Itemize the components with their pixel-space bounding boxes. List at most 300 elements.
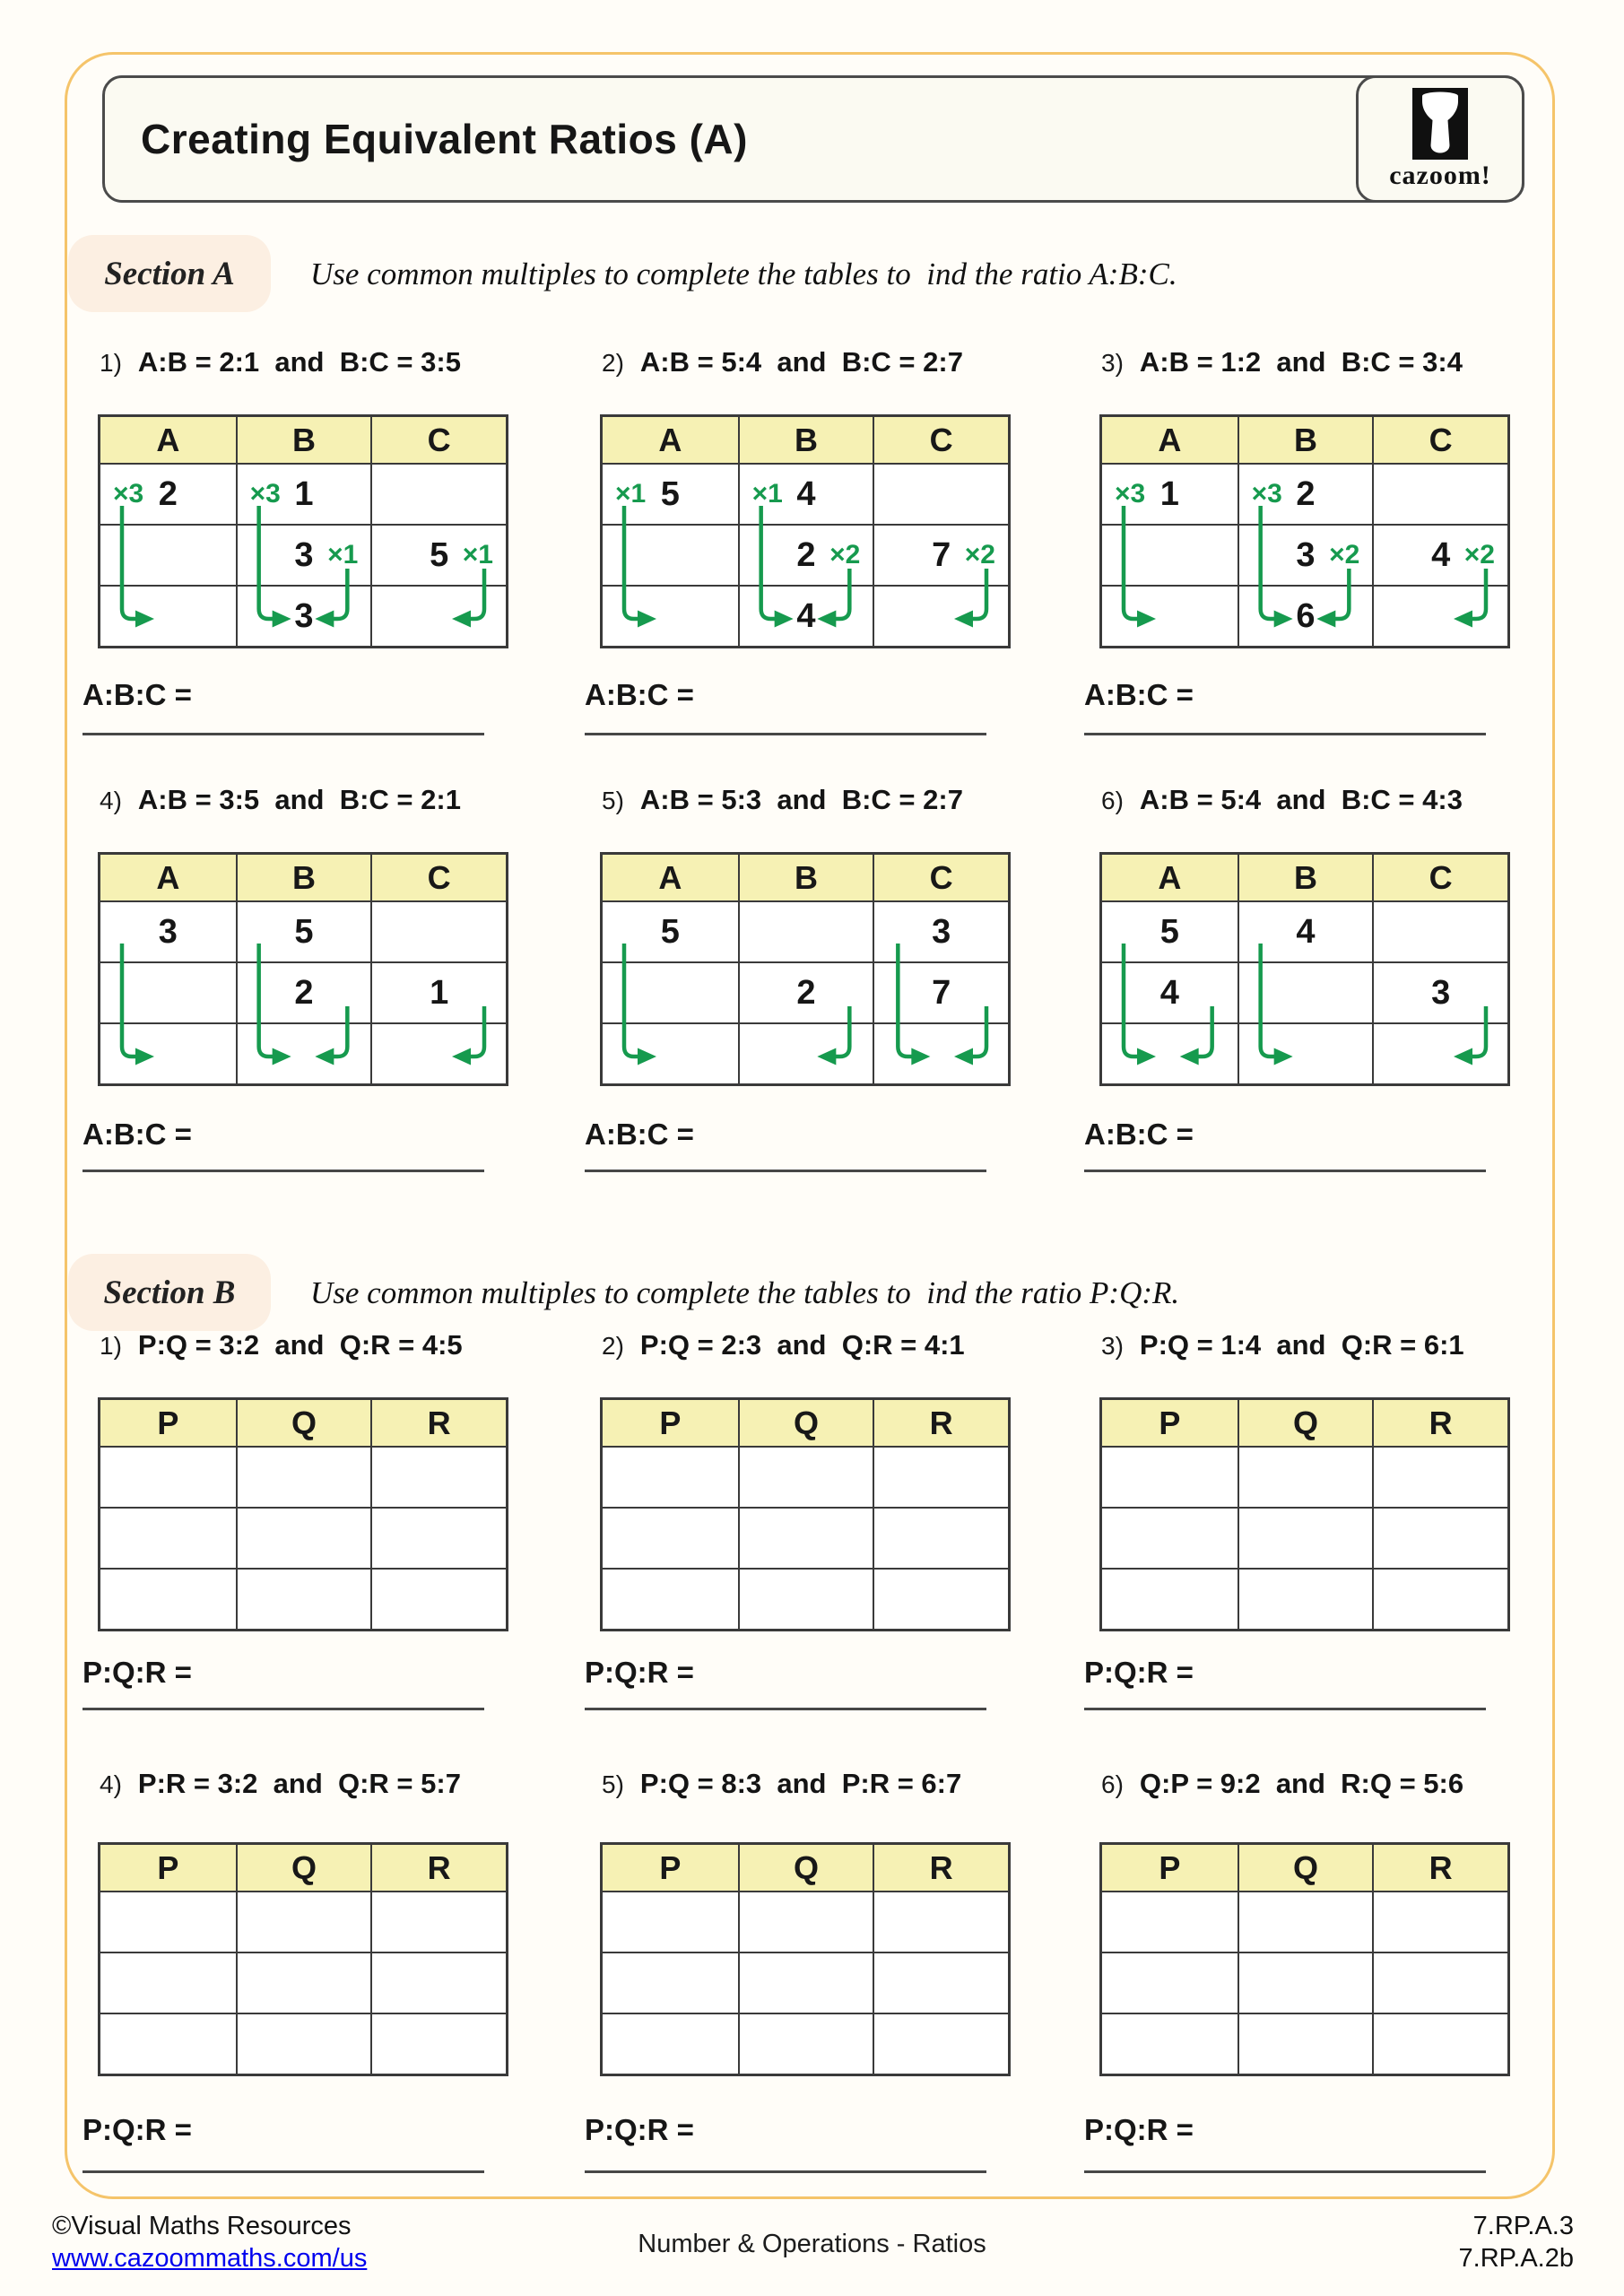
answer-label: A:B:C = [585,678,694,711]
table-cell [236,961,371,1022]
table-header-cell [1102,1845,1238,1891]
column-header-label: C [427,421,451,458]
column-header-label: A [658,858,682,896]
section-a-instruction: Use common multiples to complete the tables to ind the ratio A:B:C. [310,257,1177,291]
problem-heading [602,784,963,816]
problem-ratio-statement: A:B = 5:4 and B:C = 4:3 [1139,784,1463,815]
table-header-cell [603,1400,738,1446]
section-a-label: Section A [68,235,271,312]
cell-value: 2 [158,474,178,513]
answer-label: P:Q:R = [585,1656,694,1689]
answer-label: A:B:C = [83,678,192,711]
cell-value: 4 [1431,535,1451,574]
answer-line [1084,1118,1486,1172]
table-cell [100,1891,236,1952]
cell-value: 2 [796,973,816,1012]
table-cell [603,1446,738,1507]
table-cell [603,2013,738,2074]
cell-value: 4 [796,596,816,635]
problem-ratio-statement: A:B = 5:4 and B:C = 2:7 [639,346,963,378]
table-header-cell [1238,1400,1373,1446]
problem-ratio-statement: P:Q = 1:4 and Q:R = 6:1 [1139,1329,1464,1361]
column-header-label: C [1429,421,1453,458]
column-header-label: A [156,421,180,458]
table-header-cell [236,417,371,463]
table-cell [100,1507,236,1568]
multiplier-label: ×3 [1251,479,1282,509]
answer-line [585,2113,986,2173]
table-cell [1238,900,1373,961]
problem-heading [100,1768,461,1800]
table-cell [236,1891,371,1952]
table-cell [236,900,371,961]
problem-heading [602,1329,965,1361]
cell-value: 5 [294,912,314,951]
cell-value: 3 [932,912,951,951]
table-cell [236,1507,371,1568]
ratio-table [1099,1842,1510,2076]
table-header-cell [1102,417,1238,463]
table-cell [603,1022,738,1083]
table-cell [236,1446,371,1507]
table-header-cell [1238,1845,1373,1891]
table-cell [1372,1446,1507,1507]
problem-ratio-statement: A:B = 1:2 and B:C = 3:4 [1139,346,1463,378]
table-cell [738,463,873,524]
table-header-cell [100,855,236,900]
table-cell [873,585,1008,646]
table-cell [873,1952,1008,2013]
section-b-instruction: Use common multiples to complete the tables to ind the ratio P:Q:R. [310,1275,1180,1310]
table-header-cell [603,417,738,463]
table-cell [1102,463,1238,524]
cell-value: 6 [1296,596,1316,635]
column-header-label: B [291,421,316,458]
table-cell [370,585,506,646]
table-cell [370,463,506,524]
table-cell [236,585,371,646]
column-header-label: C [929,421,953,458]
multiplier-label: ×3 [1115,479,1146,509]
column-header-label: A [1158,858,1182,896]
answer-line [585,1118,986,1172]
table-cell [1372,1507,1507,1568]
table-cell [603,1568,738,1629]
column-header-label: R [1429,1404,1453,1441]
answer-label: P:Q:R = [83,2113,192,2146]
table-header-cell [370,1400,506,1446]
table-header-cell [873,855,1008,900]
table-header-cell [738,1400,873,1446]
problem-number: 3) [1101,1332,1124,1360]
ratio-table [600,414,1011,648]
problem-ratio-statement: A:B = 2:1 and B:C = 3:5 [137,346,461,378]
table-cell [603,1952,738,2013]
cell-value: 7 [932,973,951,1012]
answer-label: P:Q:R = [1084,1656,1194,1689]
table-cell [603,900,738,961]
problem-number: 6) [1101,1770,1124,1798]
table-cell [1102,1891,1238,1952]
table-cell [738,1891,873,1952]
table-header-cell [873,1845,1008,1891]
table-header-cell [1372,855,1507,900]
table-cell [873,524,1008,585]
table-cell [603,1891,738,1952]
table-cell [1372,585,1507,646]
multiplier-label: ×2 [964,540,995,570]
column-header-label: R [427,1848,451,1886]
column-header-label: R [929,1848,953,1886]
table-cell [1238,463,1373,524]
table-header-cell [1372,1400,1507,1446]
table-cell [873,1568,1008,1629]
table-cell [873,1022,1008,1083]
table-cell [100,2013,236,2074]
table-cell [1102,1022,1238,1083]
column-header-label: P [1159,1404,1181,1441]
answer-line [1084,678,1486,735]
problem-number: 1) [100,1332,122,1360]
answer-label: A:B:C = [1084,1118,1194,1151]
column-header-label: A [156,858,180,896]
title-box [102,75,1524,203]
table-header-cell [603,1845,738,1891]
table-cell [1238,1507,1373,1568]
column-header-label: R [1429,1848,1453,1886]
problem-ratio-statement: P:Q = 3:2 and Q:R = 4:5 [137,1329,463,1361]
cazoom-logo [1356,75,1524,203]
table-header-cell [100,1845,236,1891]
problem-heading [1101,1329,1464,1361]
ratio-table [600,1397,1011,1631]
table-cell [1372,1022,1507,1083]
table-cell [603,585,738,646]
table-cell [370,1446,506,1507]
column-header-label: Q [1292,1404,1318,1441]
multiplier-label: ×1 [751,479,783,509]
table-header-cell [370,1845,506,1891]
column-header-label: A [1158,421,1182,458]
table-cell [1372,961,1507,1022]
table-cell [873,961,1008,1022]
column-header-label: P [659,1404,682,1441]
cell-value: 3 [294,596,314,635]
problem-heading [100,346,461,378]
table-cell [873,900,1008,961]
table-cell [1102,1507,1238,1568]
table-cell [1372,463,1507,524]
cell-value: 3 [1296,535,1316,574]
answer-line [83,1118,484,1172]
table-cell [873,2013,1008,2074]
answer-label: A:B:C = [585,1118,694,1151]
table-cell [100,1952,236,2013]
multiplier-label: ×3 [249,479,281,509]
table-header-cell [370,855,506,900]
column-header-label: C [427,858,451,896]
cell-value: 4 [1296,912,1316,951]
table-cell [738,2013,873,2074]
answer-line [585,1656,986,1710]
table-cell [1372,1952,1507,2013]
cell-value: 5 [660,912,680,951]
table-header-cell [236,855,371,900]
column-header-label: Q [291,1848,317,1886]
table-cell [1102,961,1238,1022]
cell-value: 5 [430,535,449,574]
problem-number: 5) [602,1770,624,1798]
answer-label: P:Q:R = [83,1656,192,1689]
table-cell [738,1568,873,1629]
problem-number: 4) [100,787,122,814]
table-cell [1238,2013,1373,2074]
table-header-cell [100,1400,236,1446]
column-header-label: P [1159,1848,1181,1886]
column-header-label: B [794,858,818,896]
answer-label: P:Q:R = [585,2113,694,2146]
table-cell [236,1022,371,1083]
table-cell [236,1568,371,1629]
table-header-cell [1238,855,1373,900]
table-cell [100,1568,236,1629]
table-cell [370,2013,506,2074]
column-header-label: B [794,421,818,458]
multiplier-label: ×2 [1463,540,1495,570]
footer-standard-1: 7.RP.A.3 [1472,2212,1574,2240]
cell-value: 4 [1159,973,1179,1012]
column-header-label: P [157,1404,179,1441]
table-header-cell [873,1400,1008,1446]
cell-value: 3 [294,535,314,574]
problem-heading [602,1768,961,1800]
table-cell [1372,900,1507,961]
column-header-label: R [929,1404,953,1441]
cell-value: 7 [932,535,951,574]
table-cell [1372,1568,1507,1629]
djembe-drum-icon [1412,88,1468,160]
table-header-cell [738,855,873,900]
table-cell [1102,1446,1238,1507]
ratio-table [98,1397,508,1631]
table-cell [1238,1568,1373,1629]
column-header-label: Q [1292,1848,1318,1886]
table-cell [738,524,873,585]
table-cell [738,961,873,1022]
table-cell [873,1446,1008,1507]
cell-value: 3 [1431,973,1451,1012]
table-cell [873,1891,1008,1952]
footer-topic: Number & Operations - Ratios [638,2230,986,2258]
column-header-label: Q [291,1404,317,1441]
column-header-label: Q [793,1404,819,1441]
footer-credit: ©Visual Maths Resources [52,2212,352,2240]
cell-value: 1 [294,474,314,513]
table-cell [236,463,371,524]
column-header-label: C [1429,858,1453,896]
table-cell [236,1952,371,2013]
multiplier-label: ×1 [462,540,493,570]
cell-value: 2 [796,535,816,574]
multiplier-label: ×1 [615,479,647,509]
problem-heading [100,784,461,816]
cell-value: 1 [430,973,449,1012]
cell-value: 1 [1159,474,1179,513]
problem-ratio-statement: A:B = 5:3 and B:C = 2:7 [639,784,963,815]
table-cell [370,1568,506,1629]
problem-heading [602,346,963,378]
table-cell [873,463,1008,524]
table-header-cell [603,855,738,900]
answer-line [1084,1656,1486,1710]
ratio-table [1099,1397,1510,1631]
problem-ratio-statement: A:B = 3:5 and B:C = 2:1 [137,784,461,815]
table-cell [603,524,738,585]
table-cell [370,1022,506,1083]
table-cell [603,961,738,1022]
answer-label: A:B:C = [83,1118,192,1151]
table-cell [1238,1446,1373,1507]
problem-heading [1101,1768,1463,1800]
table-cell [1102,524,1238,585]
multiplier-label: ×2 [1329,540,1360,570]
table-cell [1102,2013,1238,2074]
table-cell [100,961,236,1022]
problem-heading [100,1329,463,1361]
table-cell [370,900,506,961]
problem-number: 5) [602,787,624,814]
problem-number: 1) [100,349,122,377]
cell-value: 2 [1296,474,1316,513]
table-cell [738,1446,873,1507]
column-header-label: Q [793,1848,819,1886]
table-header-cell [236,1400,371,1446]
table-cell [100,463,236,524]
answer-line [1084,2113,1486,2173]
cell-value: 4 [796,474,816,513]
table-cell [738,585,873,646]
table-header-cell [1372,1845,1507,1891]
table-cell [738,900,873,961]
cell-value: 3 [158,912,178,951]
column-header-label: B [291,858,316,896]
table-cell [370,1891,506,1952]
table-cell [1102,1568,1238,1629]
problem-number: 2) [602,349,624,377]
table-cell [603,1507,738,1568]
answer-line [83,1656,484,1710]
table-cell [1372,1891,1507,1952]
answer-label: P:Q:R = [1084,2113,1194,2146]
cell-value: 2 [294,973,314,1012]
problem-ratio-statement: P:Q = 2:3 and Q:R = 4:1 [639,1329,965,1361]
table-cell [1238,585,1373,646]
column-header-label: B [1293,421,1317,458]
ratio-table [600,1842,1011,2076]
table-cell [100,524,236,585]
table-header-cell [1238,417,1373,463]
table-cell [236,2013,371,2074]
table-cell [738,1507,873,1568]
ratio-table [98,414,508,648]
ratio-table [1099,852,1510,1086]
multiplier-label: ×2 [829,540,861,570]
table-cell [1238,1891,1373,1952]
table-cell [100,585,236,646]
table-cell [1238,961,1373,1022]
table-cell [100,900,236,961]
multiplier-label: ×1 [327,540,359,570]
table-cell [100,1022,236,1083]
problem-number: 6) [1101,787,1124,814]
problem-number: 3) [1101,349,1124,377]
table-header-cell [100,417,236,463]
cazoom-logo-text: cazoom! [1389,160,1491,190]
answer-line [83,678,484,735]
table-cell [1372,2013,1507,2074]
ratio-table [1099,414,1510,648]
table-cell [236,524,371,585]
ratio-table [98,852,508,1086]
table-cell [1372,524,1507,585]
table-header-cell [738,1845,873,1891]
ratio-table [600,852,1011,1086]
table-cell [1238,1952,1373,2013]
table-cell [370,1507,506,1568]
table-cell [1238,524,1373,585]
table-cell [1102,900,1238,961]
table-cell [738,1952,873,2013]
table-cell [1238,1022,1373,1083]
problem-heading [1101,784,1463,816]
table-cell [738,1022,873,1083]
table-cell [1102,1952,1238,2013]
column-header-label: P [659,1848,682,1886]
cell-value: 5 [660,474,680,513]
table-header-cell [873,417,1008,463]
table-header-cell [1102,855,1238,900]
column-header-label: R [427,1404,451,1441]
problem-number: 2) [602,1332,624,1360]
column-header-label: C [929,858,953,896]
table-cell [370,961,506,1022]
column-header-label: A [658,421,682,458]
table-header-cell [1372,417,1507,463]
answer-label: A:B:C = [1084,678,1194,711]
problem-heading [1101,346,1463,378]
table-cell [100,1446,236,1507]
table-cell [1102,585,1238,646]
problem-ratio-statement: Q:P = 9:2 and R:Q = 5:6 [1139,1768,1464,1799]
problem-number: 4) [100,1770,122,1798]
table-cell [603,463,738,524]
footer-website-link[interactable]: www.cazoommaths.com/us [52,2244,368,2273]
table-header-cell [1102,1400,1238,1446]
table-header-cell [370,417,506,463]
cell-value: 5 [1159,912,1179,951]
column-header-label: B [1293,858,1317,896]
table-header-cell [236,1845,371,1891]
problem-ratio-statement: P:R = 3:2 and Q:R = 5:7 [137,1768,461,1799]
ratio-table [98,1842,508,2076]
table-cell [370,524,506,585]
page-title: Creating Equivalent Ratios (A) [141,116,748,162]
table-cell [370,1952,506,2013]
table-cell [873,1507,1008,1568]
section-b-label: Section B [68,1254,271,1331]
table-header-cell [738,417,873,463]
answer-line [585,678,986,735]
